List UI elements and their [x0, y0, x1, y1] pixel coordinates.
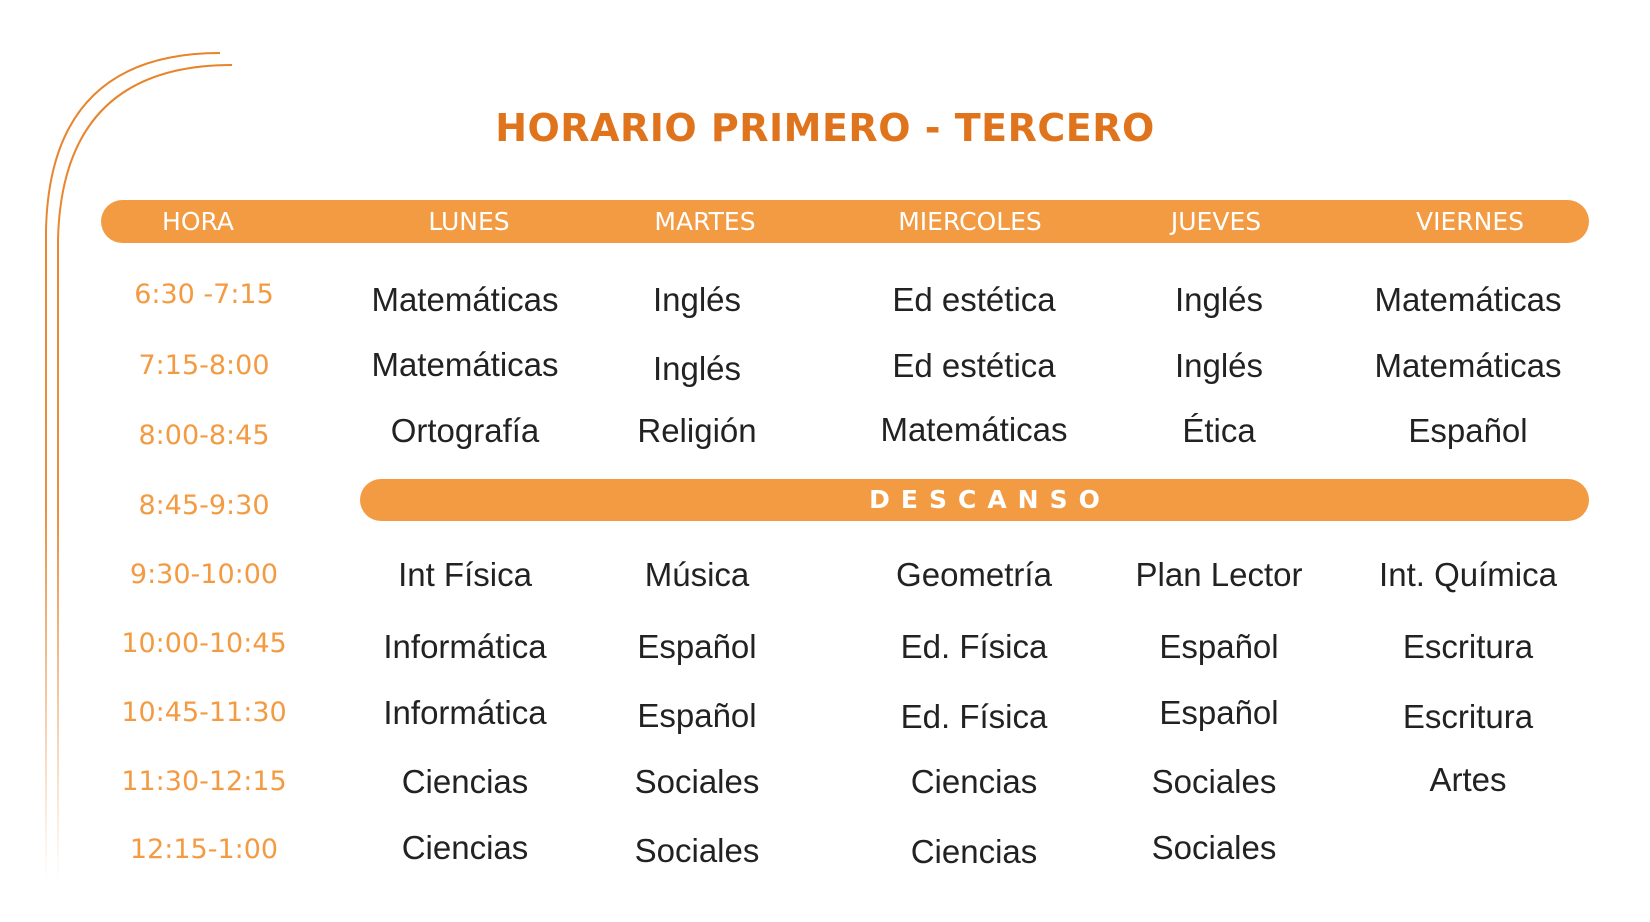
- header-viernes: VIERNES: [1415, 207, 1525, 236]
- schedule-cell: Matemáticas: [371, 281, 559, 318]
- page-title: HORARIO PRIMERO - TERCERO: [495, 106, 1155, 150]
- schedule-cell: Ed. Física: [900, 628, 1048, 665]
- schedule-cell: Inglés: [652, 350, 742, 387]
- schedule-cell: Música: [644, 556, 750, 593]
- schedule-cell: Inglés: [1174, 347, 1264, 384]
- schedule-cell: Ciencias: [401, 763, 529, 800]
- schedule-cell: Informática: [383, 694, 547, 731]
- time-slot: 11:30-12:15: [121, 766, 287, 797]
- schedule-cell: Español: [1408, 412, 1528, 449]
- time-slot: 8:00-8:45: [138, 420, 270, 451]
- time-slot: 9:30-10:00: [129, 559, 279, 590]
- time-slot: 10:45-11:30: [121, 697, 287, 728]
- schedule-cell: Ed estética: [892, 281, 1056, 318]
- schedule-cell: Español: [637, 697, 757, 734]
- header-hora: HORA: [162, 207, 234, 236]
- schedule-cell: Escritura: [1402, 698, 1534, 735]
- schedule-cell: Español: [637, 628, 757, 665]
- header-jueves: JUEVES: [1170, 207, 1262, 236]
- schedule-cell: Matemáticas: [1374, 281, 1562, 318]
- break-label: DESCANSO: [869, 485, 1111, 514]
- schedule-cell: Matemáticas: [880, 411, 1068, 448]
- schedule-cell: Ciencias: [401, 829, 529, 866]
- time-slot: 10:00-10:45: [121, 628, 287, 659]
- header-lunes: LUNES: [428, 207, 510, 236]
- schedule-cell: Artes: [1429, 761, 1507, 798]
- time-slot: 8:45-9:30: [138, 490, 270, 521]
- schedule-cell: Escritura: [1402, 628, 1534, 665]
- schedule-cell: Int Física: [398, 556, 532, 593]
- schedule-cell: Español: [1159, 628, 1279, 665]
- time-slot: 12:15-1:00: [129, 834, 279, 865]
- schedule-cell: Sociales: [1151, 763, 1277, 800]
- header-bar: [101, 200, 1589, 243]
- schedule-cell: Plan Lector: [1135, 556, 1303, 593]
- schedule-cell: Inglés: [1174, 281, 1264, 318]
- schedule-cell: Int. Química: [1379, 556, 1557, 593]
- schedule-cell: Inglés: [652, 281, 742, 318]
- schedule-cell: Matemáticas: [1374, 347, 1562, 384]
- schedule-cell: Ciencias: [910, 833, 1038, 870]
- schedule-cell: Sociales: [634, 763, 760, 800]
- header-miercoles: MIERCOLES: [898, 207, 1042, 236]
- time-slot: 6:30 -7:15: [134, 279, 274, 310]
- schedule-cell: Ética: [1182, 412, 1256, 449]
- header-martes: MARTES: [654, 207, 756, 236]
- schedule-cell: Español: [1159, 694, 1279, 731]
- schedule-cell: Sociales: [1151, 829, 1277, 866]
- time-slot: 7:15-8:00: [138, 350, 270, 381]
- schedule-cell: Geometría: [896, 556, 1052, 593]
- schedule-cell: Informática: [383, 628, 547, 665]
- schedule-cell: Ed estética: [892, 347, 1056, 384]
- schedule-cell: Sociales: [634, 832, 760, 869]
- schedule-cell: Matemáticas: [371, 346, 559, 383]
- schedule-cell: Ortografía: [390, 412, 540, 449]
- schedule-cell: Ciencias: [910, 763, 1038, 800]
- schedule-cell: Religión: [637, 412, 757, 449]
- schedule-cell: Ed. Física: [900, 698, 1048, 735]
